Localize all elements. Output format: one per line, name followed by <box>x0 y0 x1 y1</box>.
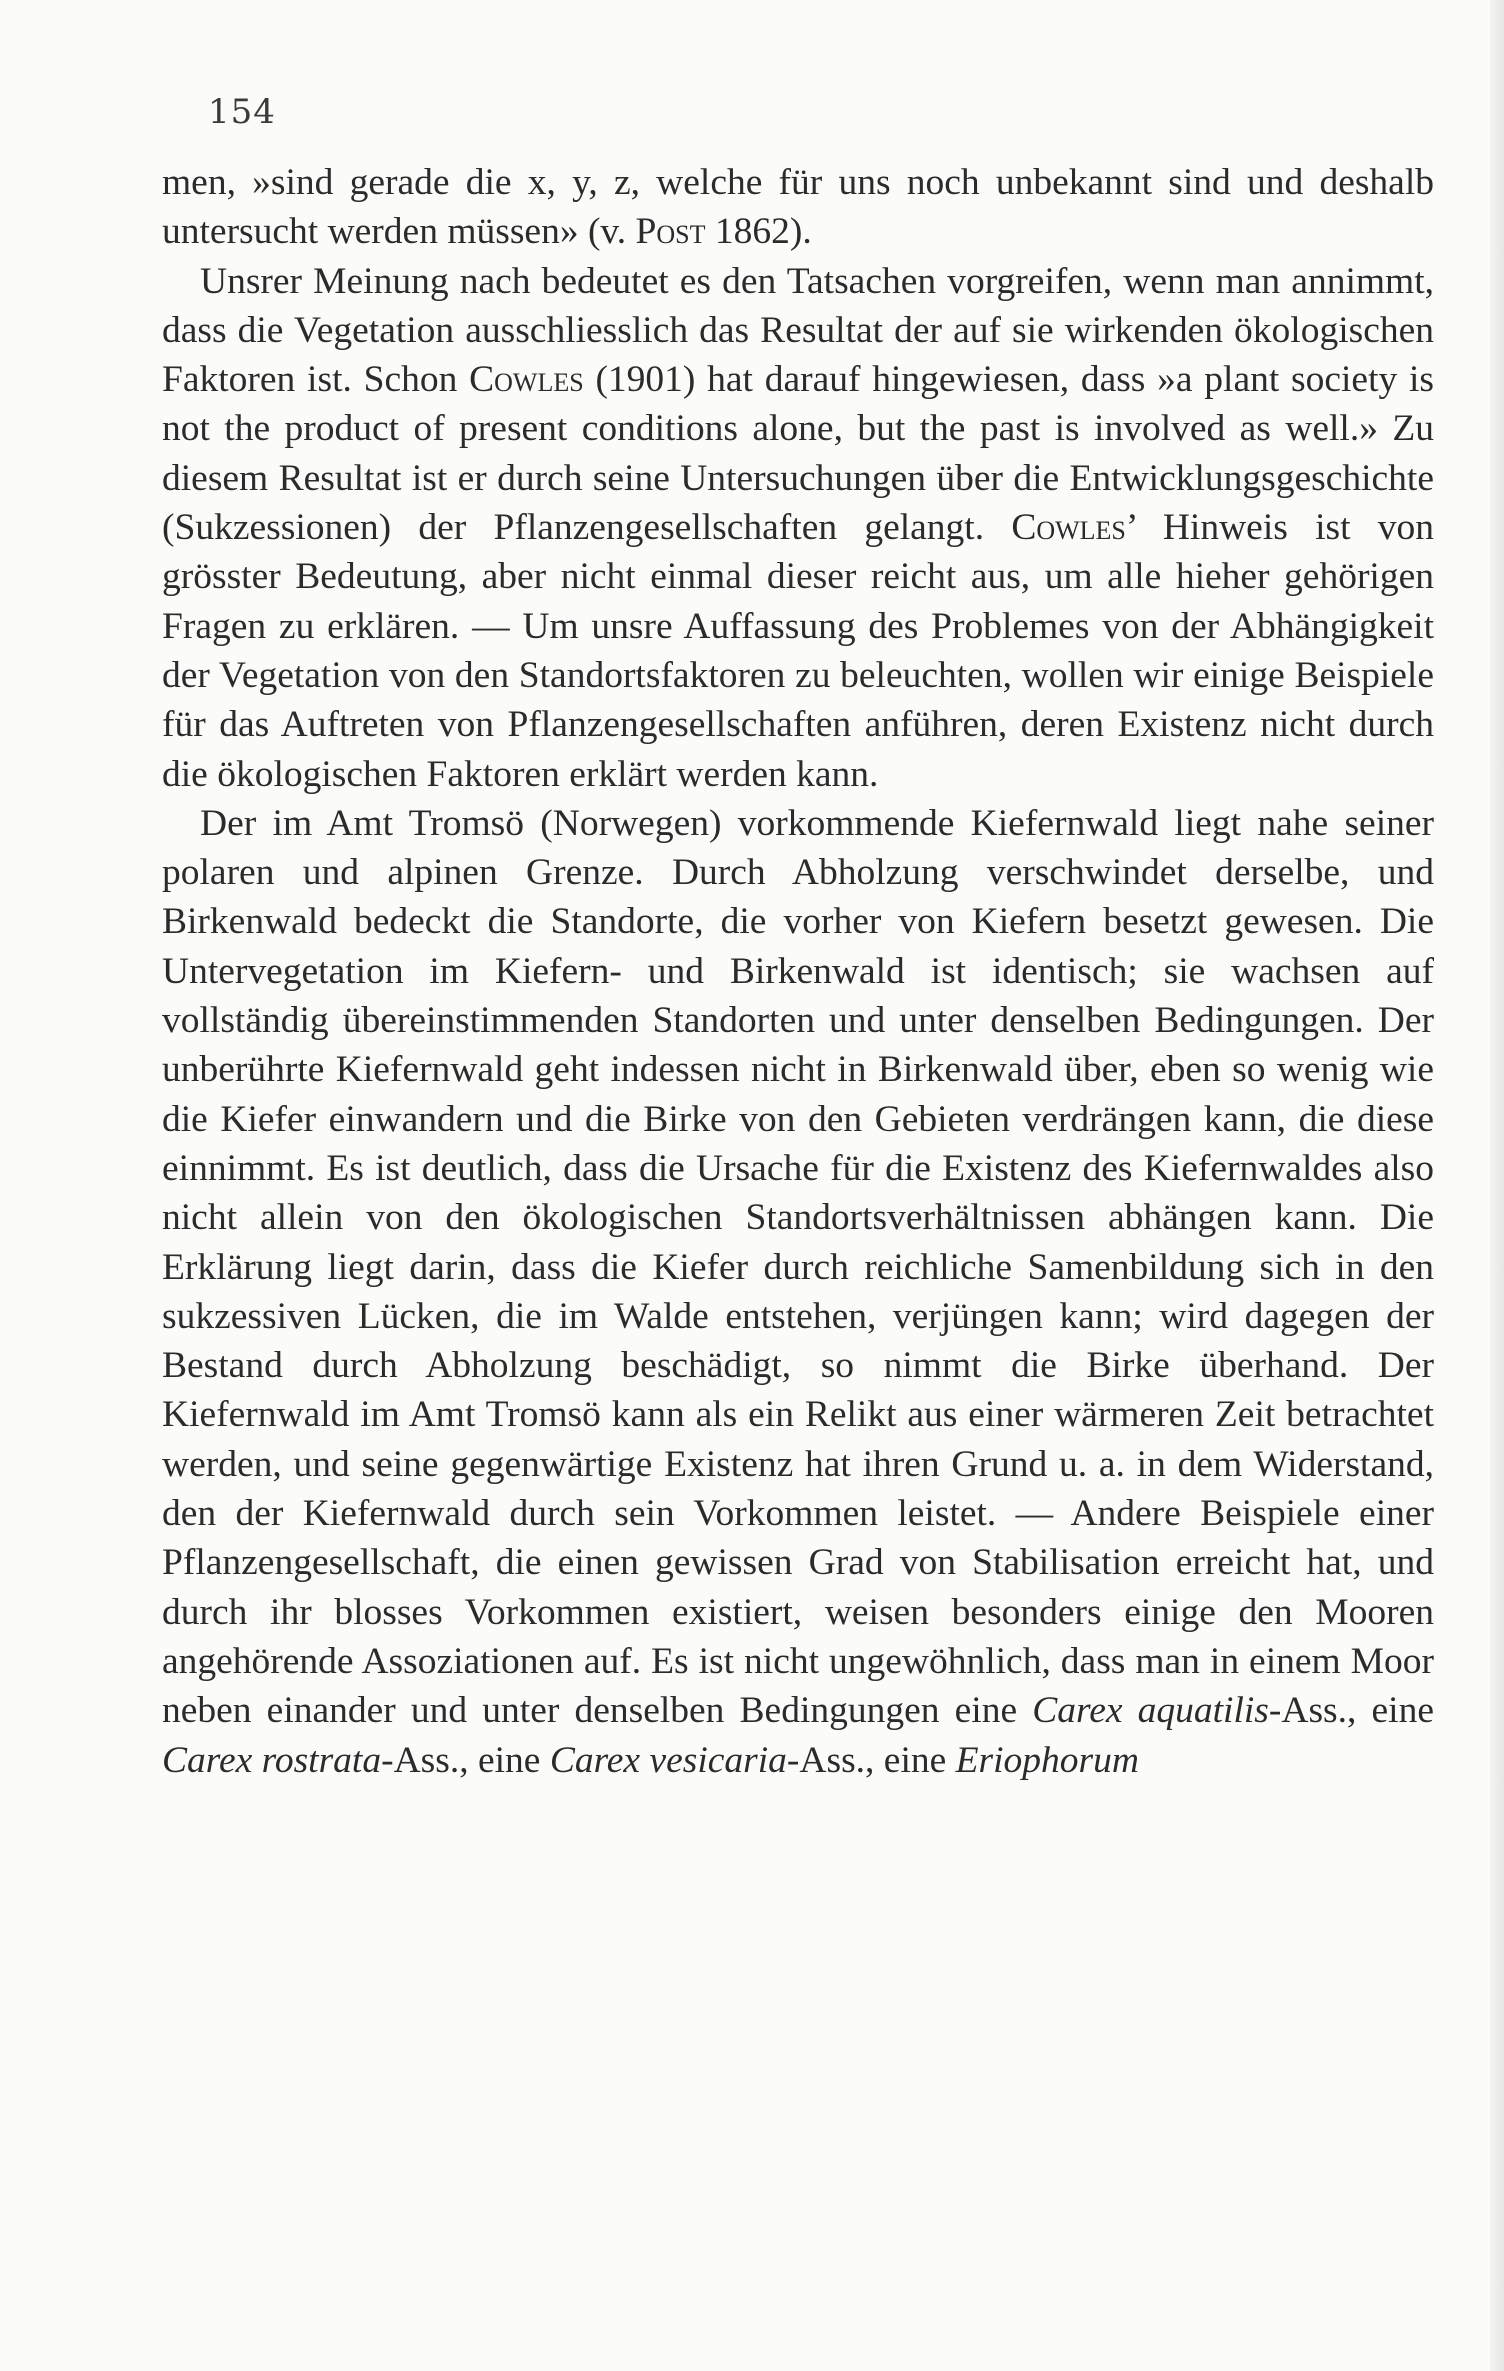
page-edge-shadow <box>1490 0 1504 2371</box>
text-run: (1901) hat darauf hingewiesen, dass »a plant society is not the product of present conditions alone, but the past is involved as well.» Zu diesem Resultat ist er durch seine Untersuchungen über die Entwicklungsgeschichte (Sukzessionen) der Pflanzengesellschaften gelangt. <box>162 359 1435 549</box>
body-text <box>162 158 1434 1785</box>
author-name: Cowles <box>469 359 584 401</box>
author-name: Cowles <box>1011 507 1126 549</box>
text-run: ’ Hinweis ist von grösster Bedeutung, aber nicht einmal dieser reicht aus, um alle hieher gehörigen Fragen zu erklären. — Um unsre Auffassung des Problemes von der Abhängigkeit der Vegetation von den Standortsfaktoren zu beleuchten, wollen wir einige Beispiele für das Auftreten von Pflanzengesellschaften anführen, deren Existenz nicht durch die ökologischen Faktoren erklärt werden kann. <box>162 507 1434 795</box>
text-run: -Ass., eine <box>786 1739 956 1781</box>
page-number: 154 <box>208 92 276 132</box>
species-name: Carex vesicaria <box>549 1739 787 1781</box>
text-run: 1862). <box>705 211 812 253</box>
paragraph-cowles <box>162 257 1434 799</box>
species-name: Eriophorum <box>955 1739 1139 1781</box>
text-run: Unsrer Meinung nach bedeutet es den Tatsachen vorgreifen, wenn man annimmt, dass die Vegetation ausschliesslich das Resultat der auf sie wirkenden ökologischen Faktoren ist. Schon <box>162 260 1434 401</box>
species-name: Carex aquatilis <box>1032 1690 1269 1732</box>
text-run: men, »sind gerade die x, y, z, welche für uns noch unbekannt sind und deshalb untersucht werden müssen» (v. <box>162 162 1434 253</box>
paragraph-continuation <box>162 158 1434 257</box>
text-run: -Ass., eine <box>381 1739 550 1781</box>
species-name: Carex rostrata <box>162 1739 382 1781</box>
text-run: Der im Amt Tromsö (Norwegen) vorkommende Kiefernwald liegt nahe seiner polaren und alpinen Grenze. Durch Abholzung verschwindet derselbe, und Birkenwald bedeckt die Standorte, die vorher von Kiefern besetzt gewesen. Die Untervegetation im Kiefern- und Birkenwald ist identisch; sie wachsen auf vollständig übereinstimmenden Standorten und unter denselben Bedingungen. Der unberührte Kiefernwald geht indessen nicht in Birkenwald über, eben so wenig wie die Kiefer einwandern und die Birke von den Gebieten verdrängen kann, die diese einnimmt. Es ist deutlich, dass die Ursache für die Existenz des Kiefernwaldes also nicht allein von den ökologischen Standortsverhältnissen abhängen kann. Die Erklärung liegt darin, dass die Kiefer durch reichliche Samenbildung sich in den sukzessiven Lücken, die im Walde entstehen, verjüngen kann; wird dagegen der Bestand durch Abholzung beschädigt, so nimmt die Birke überhand. Der Kiefernwald im Amt Tromsö kann als ein Relikt aus einer wärmeren Zeit betrachtet werden, und seine gegenwärtige Existenz hat ihren Grund u. a. in dem Widerstand, den der Kiefernwald durch sein Vorkommen leistet. — Andere Beispiele einer Pflanzengesellschaft, die einen gewissen Grad von Stabilisation erreicht hat, und durch ihr blosses Vorkommen existiert, weisen besonders einige den Mooren angehörende Assoziationen auf. Es ist nicht ungewöhnlich, dass man in einem Moor neben einander und unter denselben Bedingungen eine <box>162 802 1434 1732</box>
paragraph-tromso <box>162 799 1434 1785</box>
author-name: Post <box>635 211 706 253</box>
text-run: -Ass., eine <box>1268 1690 1434 1732</box>
